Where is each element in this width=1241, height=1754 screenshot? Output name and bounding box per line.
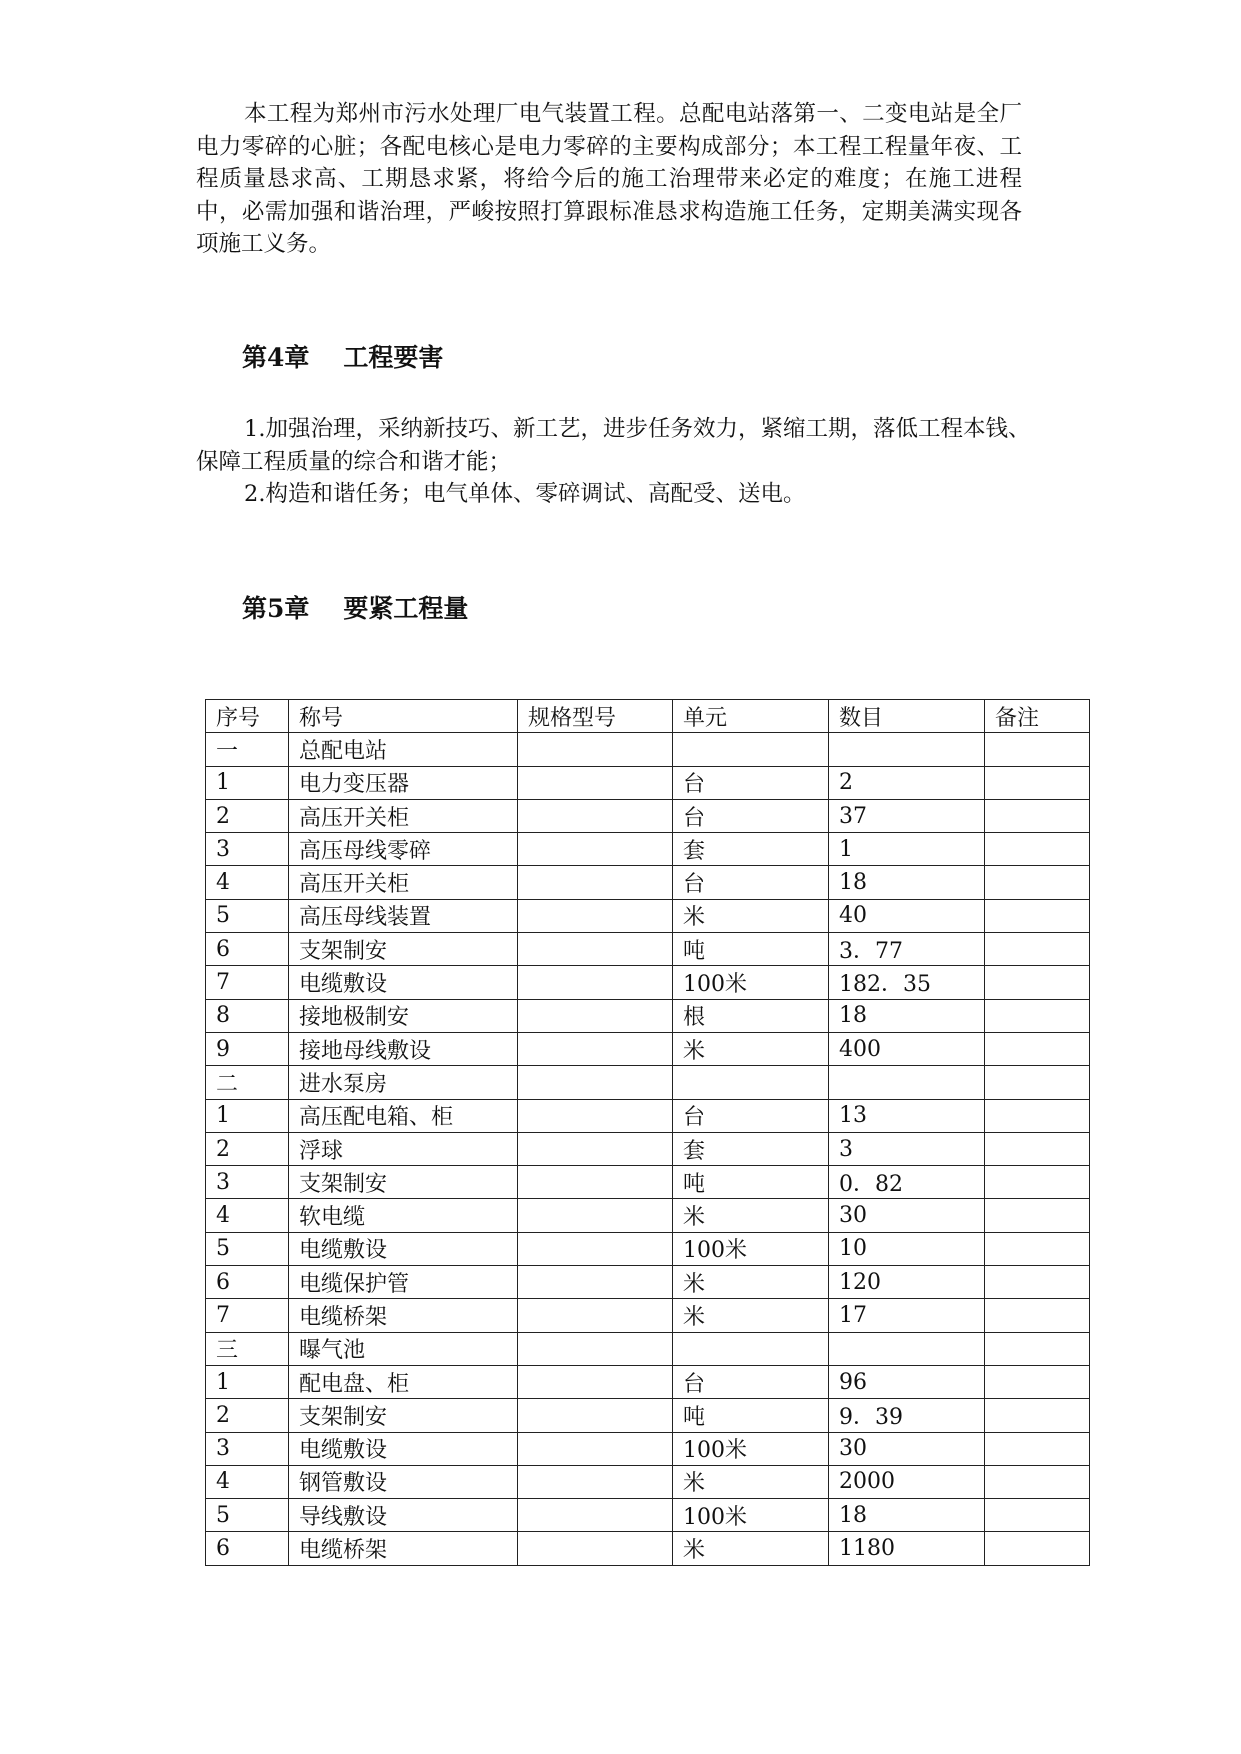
cell-remark <box>985 799 1090 832</box>
cell-remark <box>985 1399 1090 1432</box>
cell-spec <box>518 799 673 832</box>
cell-unit: 100米 <box>673 966 829 999</box>
cell-spec <box>518 1299 673 1332</box>
cell-spec <box>518 1499 673 1532</box>
header-name: 称号 <box>289 700 518 733</box>
cell-index: 4 <box>206 866 289 899</box>
cell-spec <box>518 866 673 899</box>
cell-unit: 100米 <box>673 1432 829 1465</box>
cell-spec <box>518 1232 673 1265</box>
cell-index: 6 <box>206 1532 289 1565</box>
cell-name: 浮球 <box>289 1132 518 1165</box>
key-point-item: 1.加强治理，采纳新技巧、新工艺，进步任务效力，紧缩工期，落低工程本钱、保障工程质量的综合和谐才能； <box>196 416 1031 475</box>
cell-index: 7 <box>206 1299 289 1332</box>
cell-name: 高压母线装置 <box>289 899 518 932</box>
cell-name: 接地母线敷设 <box>289 1032 518 1065</box>
cell-index: 1 <box>206 766 289 799</box>
cell-spec <box>518 1199 673 1232</box>
cell-name: 接地极制安 <box>289 999 518 1032</box>
cell-unit: 100米 <box>673 1499 829 1532</box>
cell-spec <box>518 933 673 966</box>
cell-index: 3 <box>206 833 289 866</box>
cell-spec <box>518 1332 673 1365</box>
cell-name: 导线敷设 <box>289 1499 518 1532</box>
header-spec: 规格型号 <box>518 700 673 733</box>
cell-index: 5 <box>206 1499 289 1532</box>
table-row <box>206 1365 1090 1398</box>
chapter-5-title: 要紧工程量 <box>343 594 469 623</box>
cell-remark <box>985 1365 1090 1398</box>
cell-spec <box>518 1066 673 1099</box>
cell-quantity: 182．35 <box>829 966 985 999</box>
table-row <box>206 1032 1090 1065</box>
cell-unit: 米 <box>673 1532 829 1565</box>
chapter-4-number: 第4章 <box>242 343 310 372</box>
table-row <box>206 1499 1090 1532</box>
cell-index: 1 <box>206 1365 289 1398</box>
cell-spec <box>518 833 673 866</box>
table-row <box>206 966 1090 999</box>
cell-unit: 吨 <box>673 1399 829 1432</box>
cell-name: 高压开关柜 <box>289 799 518 832</box>
cell-remark <box>985 1532 1090 1565</box>
cell-name: 电缆保护管 <box>289 1266 518 1299</box>
cell-spec <box>518 999 673 1032</box>
cell-name: 支架制安 <box>289 1399 518 1432</box>
table-row <box>206 1465 1090 1498</box>
cell-index: 2 <box>206 799 289 832</box>
cell-remark <box>985 1465 1090 1498</box>
cell-name: 软电缆 <box>289 1199 518 1232</box>
table-row <box>206 1299 1090 1332</box>
table-row <box>206 1066 1090 1099</box>
cell-remark <box>985 1066 1090 1099</box>
cell-spec <box>518 733 673 766</box>
cell-unit: 台 <box>673 1365 829 1398</box>
cell-quantity <box>829 1066 985 1099</box>
cell-quantity: 40 <box>829 899 985 932</box>
cell-remark <box>985 1432 1090 1465</box>
cell-index: 8 <box>206 999 289 1032</box>
cell-unit: 100米 <box>673 1232 829 1265</box>
cell-index: 三 <box>206 1332 289 1365</box>
cell-unit <box>673 733 829 766</box>
cell-name: 高压开关柜 <box>289 866 518 899</box>
cell-spec <box>518 1166 673 1199</box>
chapter-5-heading <box>242 589 468 625</box>
header-index: 序号 <box>206 700 289 733</box>
cell-quantity: 1180 <box>829 1532 985 1565</box>
cell-quantity: 18 <box>829 1499 985 1532</box>
cell-quantity: 37 <box>829 799 985 832</box>
cell-index: 5 <box>206 899 289 932</box>
cell-spec <box>518 1465 673 1498</box>
table-row <box>206 1132 1090 1165</box>
cell-spec <box>518 966 673 999</box>
table-row <box>206 1166 1090 1199</box>
intro-paragraph: 本工程为郑州市污水处理厂电气装置工程。总配电站落第一、二变电站是全厂电力零碎的心脏；各配电核心是电力零碎的主要构成部分；本工程工程量年夜、工程质量恳求高、工期恳求紧，将给今后的施工治理带来必定的难度；在施工进程中，必需加强和谐治理，严峻按照打算跟标准恳求构造施工任务，定期美满实现各项施工义务。 <box>196 101 1022 257</box>
header-remark: 备注 <box>985 700 1090 733</box>
cell-spec <box>518 1432 673 1465</box>
cell-spec <box>518 1099 673 1132</box>
cell-index: 4 <box>206 1199 289 1232</box>
cell-index: 2 <box>206 1132 289 1165</box>
cell-remark <box>985 766 1090 799</box>
cell-spec <box>518 1266 673 1299</box>
table-row <box>206 733 1090 766</box>
cell-quantity: 2000 <box>829 1465 985 1498</box>
cell-quantity: 10 <box>829 1232 985 1265</box>
key-point-item: 2.构造和谐任务；电气单体、零碎调试、高配受、送电。 <box>244 481 806 507</box>
cell-name: 电缆桥架 <box>289 1299 518 1332</box>
table-row <box>206 799 1090 832</box>
cell-name: 总配电站 <box>289 733 518 766</box>
table-row <box>206 1199 1090 1232</box>
table-row <box>206 1432 1090 1465</box>
cell-quantity <box>829 1332 985 1365</box>
cell-unit: 台 <box>673 799 829 832</box>
cell-remark <box>985 999 1090 1032</box>
cell-index: 2 <box>206 1399 289 1432</box>
cell-index: 7 <box>206 966 289 999</box>
cell-quantity: 30 <box>829 1199 985 1232</box>
cell-name: 配电盘、柜 <box>289 1365 518 1398</box>
cell-remark <box>985 1032 1090 1065</box>
cell-name: 高压母线零碎 <box>289 833 518 866</box>
cell-spec <box>518 1532 673 1565</box>
cell-index: 一 <box>206 733 289 766</box>
cell-unit: 米 <box>673 1465 829 1498</box>
cell-unit <box>673 1066 829 1099</box>
cell-unit: 根 <box>673 999 829 1032</box>
chapter-4-heading <box>242 338 443 374</box>
table-row <box>206 1099 1090 1132</box>
table-body <box>206 733 1090 1565</box>
cell-quantity: 2 <box>829 766 985 799</box>
cell-index: 3 <box>206 1166 289 1199</box>
header-quantity: 数目 <box>829 700 985 733</box>
chapter-5-number: 第5章 <box>242 594 310 623</box>
cell-quantity: 18 <box>829 999 985 1032</box>
cell-quantity: 3．77 <box>829 933 985 966</box>
cell-quantity: 30 <box>829 1432 985 1465</box>
cell-index: 5 <box>206 1232 289 1265</box>
cell-name: 支架制安 <box>289 1166 518 1199</box>
table-row <box>206 766 1090 799</box>
cell-remark <box>985 733 1090 766</box>
cell-spec <box>518 1365 673 1398</box>
cell-index: 6 <box>206 933 289 966</box>
cell-unit: 米 <box>673 1032 829 1065</box>
cell-remark <box>985 866 1090 899</box>
cell-index: 9 <box>206 1032 289 1065</box>
cell-name: 电力变压器 <box>289 766 518 799</box>
cell-name: 电缆桥架 <box>289 1532 518 1565</box>
cell-name: 高压配电箱、柜 <box>289 1099 518 1132</box>
cell-quantity: 0．82 <box>829 1166 985 1199</box>
cell-remark <box>985 899 1090 932</box>
cell-index: 3 <box>206 1432 289 1465</box>
chapter-4-title: 工程要害 <box>343 343 444 372</box>
cell-name: 钢管敷设 <box>289 1465 518 1498</box>
cell-quantity: 17 <box>829 1299 985 1332</box>
cell-unit: 米 <box>673 899 829 932</box>
cell-index: 二 <box>206 1066 289 1099</box>
table-row <box>206 866 1090 899</box>
cell-quantity: 120 <box>829 1266 985 1299</box>
cell-remark <box>985 1199 1090 1232</box>
cell-spec <box>518 766 673 799</box>
table-row <box>206 1232 1090 1265</box>
cell-unit: 台 <box>673 866 829 899</box>
cell-quantity <box>829 733 985 766</box>
cell-index: 6 <box>206 1266 289 1299</box>
cell-index: 4 <box>206 1465 289 1498</box>
cell-name: 进水泵房 <box>289 1066 518 1099</box>
table-header-row <box>206 700 1090 733</box>
cell-remark <box>985 1499 1090 1532</box>
cell-unit: 吨 <box>673 933 829 966</box>
cell-quantity: 9．39 <box>829 1399 985 1432</box>
cell-remark <box>985 833 1090 866</box>
cell-remark <box>985 1166 1090 1199</box>
cell-unit: 吨 <box>673 1166 829 1199</box>
table-row <box>206 1266 1090 1299</box>
cell-remark <box>985 1332 1090 1365</box>
key-points <box>196 413 1046 511</box>
cell-name: 支架制安 <box>289 933 518 966</box>
cell-remark <box>985 1132 1090 1165</box>
table-row <box>206 1532 1090 1565</box>
cell-quantity: 400 <box>829 1032 985 1065</box>
cell-unit: 米 <box>673 1299 829 1332</box>
quantity-table <box>205 699 1090 1566</box>
cell-unit <box>673 1332 829 1365</box>
cell-quantity: 1 <box>829 833 985 866</box>
table-row <box>206 833 1090 866</box>
cell-name: 曝气池 <box>289 1332 518 1365</box>
cell-spec <box>518 1132 673 1165</box>
cell-unit: 套 <box>673 1132 829 1165</box>
cell-quantity: 18 <box>829 866 985 899</box>
table-row <box>206 1399 1090 1432</box>
cell-name: 电缆敷设 <box>289 1432 518 1465</box>
header-unit: 单元 <box>673 700 829 733</box>
table-row <box>206 1332 1090 1365</box>
cell-spec <box>518 899 673 932</box>
cell-quantity: 3 <box>829 1132 985 1165</box>
cell-remark <box>985 966 1090 999</box>
cell-spec <box>518 1399 673 1432</box>
cell-unit: 米 <box>673 1266 829 1299</box>
cell-remark <box>985 933 1090 966</box>
cell-remark <box>985 1099 1090 1132</box>
cell-remark <box>985 1232 1090 1265</box>
cell-name: 电缆敷设 <box>289 1232 518 1265</box>
cell-quantity: 13 <box>829 1099 985 1132</box>
cell-name: 电缆敷设 <box>289 966 518 999</box>
cell-unit: 台 <box>673 1099 829 1132</box>
cell-spec <box>518 1032 673 1065</box>
cell-unit: 套 <box>673 833 829 866</box>
cell-remark <box>985 1266 1090 1299</box>
cell-remark <box>985 1299 1090 1332</box>
cell-index: 1 <box>206 1099 289 1132</box>
table-row <box>206 899 1090 932</box>
table-row <box>206 999 1090 1032</box>
cell-quantity: 96 <box>829 1365 985 1398</box>
table-row <box>206 933 1090 966</box>
cell-unit: 米 <box>673 1199 829 1232</box>
cell-unit: 台 <box>673 766 829 799</box>
